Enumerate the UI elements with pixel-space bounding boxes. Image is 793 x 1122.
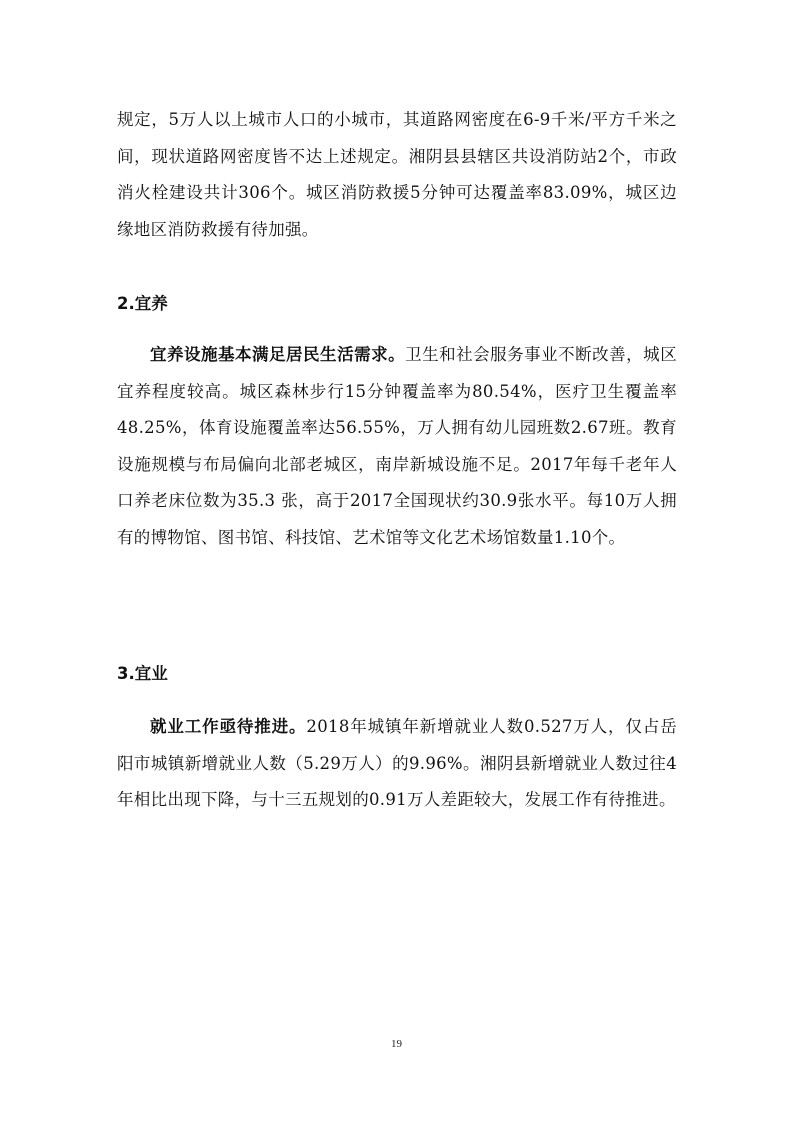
paragraph-employment: [117, 709, 677, 819]
section-heading-employment: 3.宜业: [117, 664, 168, 683]
paragraph-lead: 宜养设施基本满足居民生活需求。: [150, 345, 406, 364]
paragraph-text: 卫生和社会服务事业不断改善，城区宜养程度较高。城区森林步行15分钟覆盖率为80.54%，医疗卫生覆盖率48.25%，体育设施覆盖率达56.55%，万人拥有幼儿园班数2.67班。教育设施规模与布局偏向北部老城区，南岸新城设施不足。2017年每千老年人口养老床位数为35.3 张，高于2017全国现状约30.9张水平。每10万人拥有的博物馆、图书馆、科技馆、艺术馆等文化艺术场馆数量1.10个。: [117, 345, 677, 547]
section-heading-elderly-care: 2.宜养: [117, 294, 168, 313]
paragraph-fire-safety: [117, 102, 677, 248]
paragraph-text: 2018年城镇年新增就业人数0.527万人，仅占岳阳市城镇新增就业人数（5.29万人）的9.96%。湘阴县新增就业人数过往4年相比出现下降，与十三五规划的0.91万人差距较大，发展工作有待推进。: [117, 717, 677, 809]
page-number: 19: [391, 1038, 402, 1050]
paragraph-text: 规定，5万人以上城市人口的小城市，其道路网密度在6-9千米/平方千米之间，现状道路网密度皆不达上述规定。湘阴县县辖区共设消防站2个，市政消火栓建设共计306个。城区消防救援5分钟可达覆盖率83.09%，城区边缘地区消防救援有待加强。: [117, 110, 677, 239]
paragraph-lead: 就业工作亟待推进。: [150, 717, 307, 736]
paragraph-elderly-care: [117, 337, 677, 556]
